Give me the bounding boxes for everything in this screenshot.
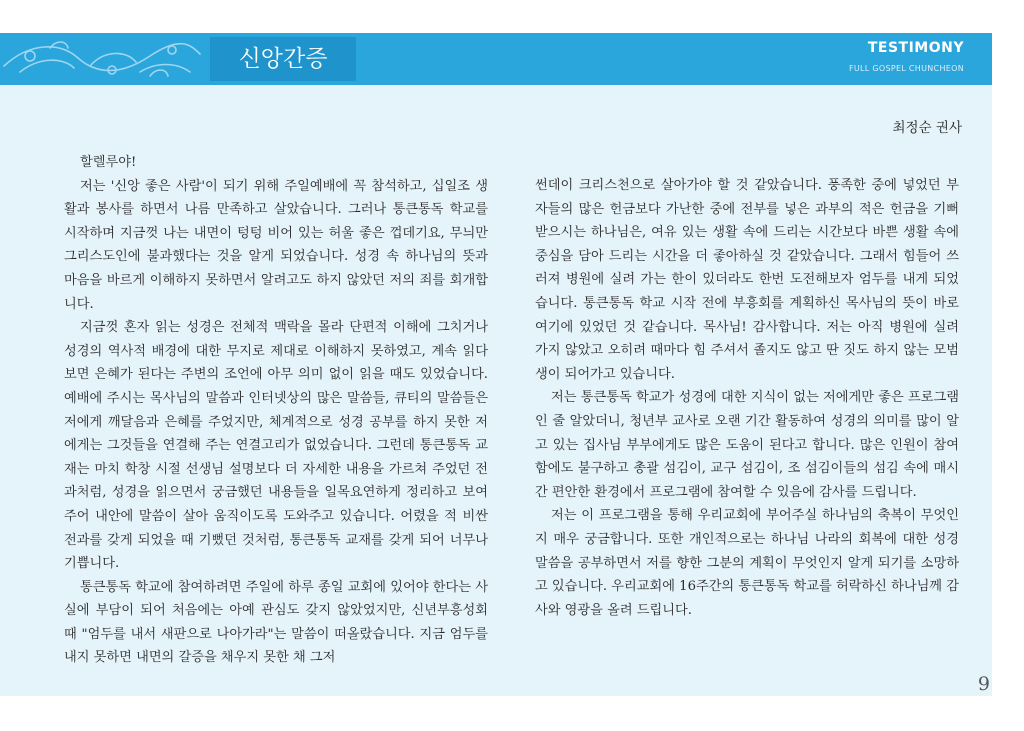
paragraph: 저는 통큰통독 학교가 성경에 대한 지식이 없는 저에게만 좋은 프로그램인 줄 알았더니, 청년부 교사로 오랜 기간 활동하여 성경의 의미를 많이 알고 있는 집사님 부부에게도 많은 도움이 된다고 합니다. 많은 인원이 참여함에도 불구하고 총괄 섬김이, 교구 섬김이, 조 섬김이들의 섬김 속에 매시간 편안한 환경에서 프로그램에 참여할 수 있음에 감사를 드립니다. bbox=[535, 390, 959, 500]
church-label: FULL GOSPEL CHUNCHEON bbox=[848, 64, 964, 73]
paragraph: 썬데이 크리스천으로 살아가야 할 것 같았습니다. 풍족한 중에 넣었던 부자들의 많은 헌금보다 가난한 중에 전부를 넣은 과부의 적은 헌금을 기뻐 받으시는 하나님은, 여유 있는 생활 속에 드리는 시간보다 바쁜 생활 속에 중심을 담아 드리는 시간을 더 좋아하실 것 같았습니다. 그래서 힘들어 쓰러져 병원에 실려 가는 한이 있더라도 한번 도전해보자 엄두를 내게 되었습니다. 통큰통독 학교 시작 전에 부흥회를 계획하신 목사님의 뜻이 바로 여기에 있었던 것 같습니다. 목사님! 감사합니다. 저는 아직 병원에 실려 가지 않았고 오히려 때마다 힘 주셔서 졸지도 않고 딴 짓도 하지 않는 모범생이 되어가고 있습니다. bbox=[535, 178, 959, 382]
paragraph: 저는 이 프로그램을 통해 우리교회에 부어주실 하나님의 축복이 무엇인지 매우 궁금합니다. 또한 개인적으로는 하나님 나라의 회복에 대한 성경 말씀을 공부하면서 저를 향한 그분의 계획이 무엇인지 알게 되기를 소망하고 있습니다. 우리교회에 16주간의 통큰통독 학교를 허락하신 하나님께 감사와 영광을 올려 드립니다. bbox=[535, 508, 959, 618]
floral-ornament-icon bbox=[0, 36, 205, 82]
paragraph: 저는 '신앙 좋은 사람'이 되기 위해 주일예배에 꼭 참석하고, 십일조 생활과 봉사를 하면서 나름 만족하고 살았습니다. 그러나 통큰통독 학교를 시작하며 지금껏 나는 내면이 텅텅 비어 있는 허울 좋은 껍데기요, 무늬만 그리스도인에 불과했다는 것을 알게 되었습니다. 성경 속 하나님의 뜻과 마음을 바르게 이해하지 못하면서 알려고도 하지 않았던 저의 죄를 회개합니다. bbox=[64, 178, 488, 312]
paragraph: 지금껏 혼자 읽는 성경은 전체적 맥락을 몰라 단편적 이해에 그치거나 성경의 역사적 배경에 대한 무지로 제대로 이해하지 못하였고, 계속 읽다 보면 은혜가 된다는 주변의 조언에 아무 의미 없이 읽을 때도 있었습니다. 예배에 주시는 목사님의 말씀과 인터넷상의 많은 말씀들, 큐티의 말씀들은 저에게 깨달음과 은혜를 주었지만, 체계적으로 성경 공부를 하지 못한 저에게는 그것들을 연결해 주는 연결고리가 없었습니다. 그런데 통큰통독 교재는 마치 학창 시절 선생님 설명보다 더 자세한 내용을 가르쳐 주었던 전과처럼, 성경을 읽으면서 궁금했던 내용들을 일목요연하게 정리하고 보여주어 내안에 말씀이 살아 움직이도록 도와주고 있습니다. 어렸을 적 비싼 전과를 갖게 되었을 때 기뻤던 것처럼, 통큰통독 교재를 갖게 되어 너무나 기쁩니다. bbox=[64, 320, 488, 572]
testimony-label: TESTIMONY bbox=[867, 40, 964, 56]
author-name: 최정순 권사 bbox=[892, 120, 962, 136]
left-column bbox=[64, 151, 488, 670]
section-title: 신앙간증 bbox=[238, 46, 328, 72]
paragraph: 할렐루야! bbox=[80, 155, 137, 170]
page-number: 9 bbox=[977, 673, 990, 695]
paragraph: 통큰통독 학교에 참여하려면 주일에 하루 종일 교회에 있어야 한다는 사실에 부담이 되어 처음에는 아예 관심도 갖지 않았었지만, 신년부흥성회 때 "엄두를 내서 새판으로 나아가라"는 말씀이 떠올랐습니다. 지금 엄두를 내지 못하면 내면의 갈증을 채우지 못한 채 그저 bbox=[64, 579, 488, 666]
right-column bbox=[535, 174, 959, 622]
